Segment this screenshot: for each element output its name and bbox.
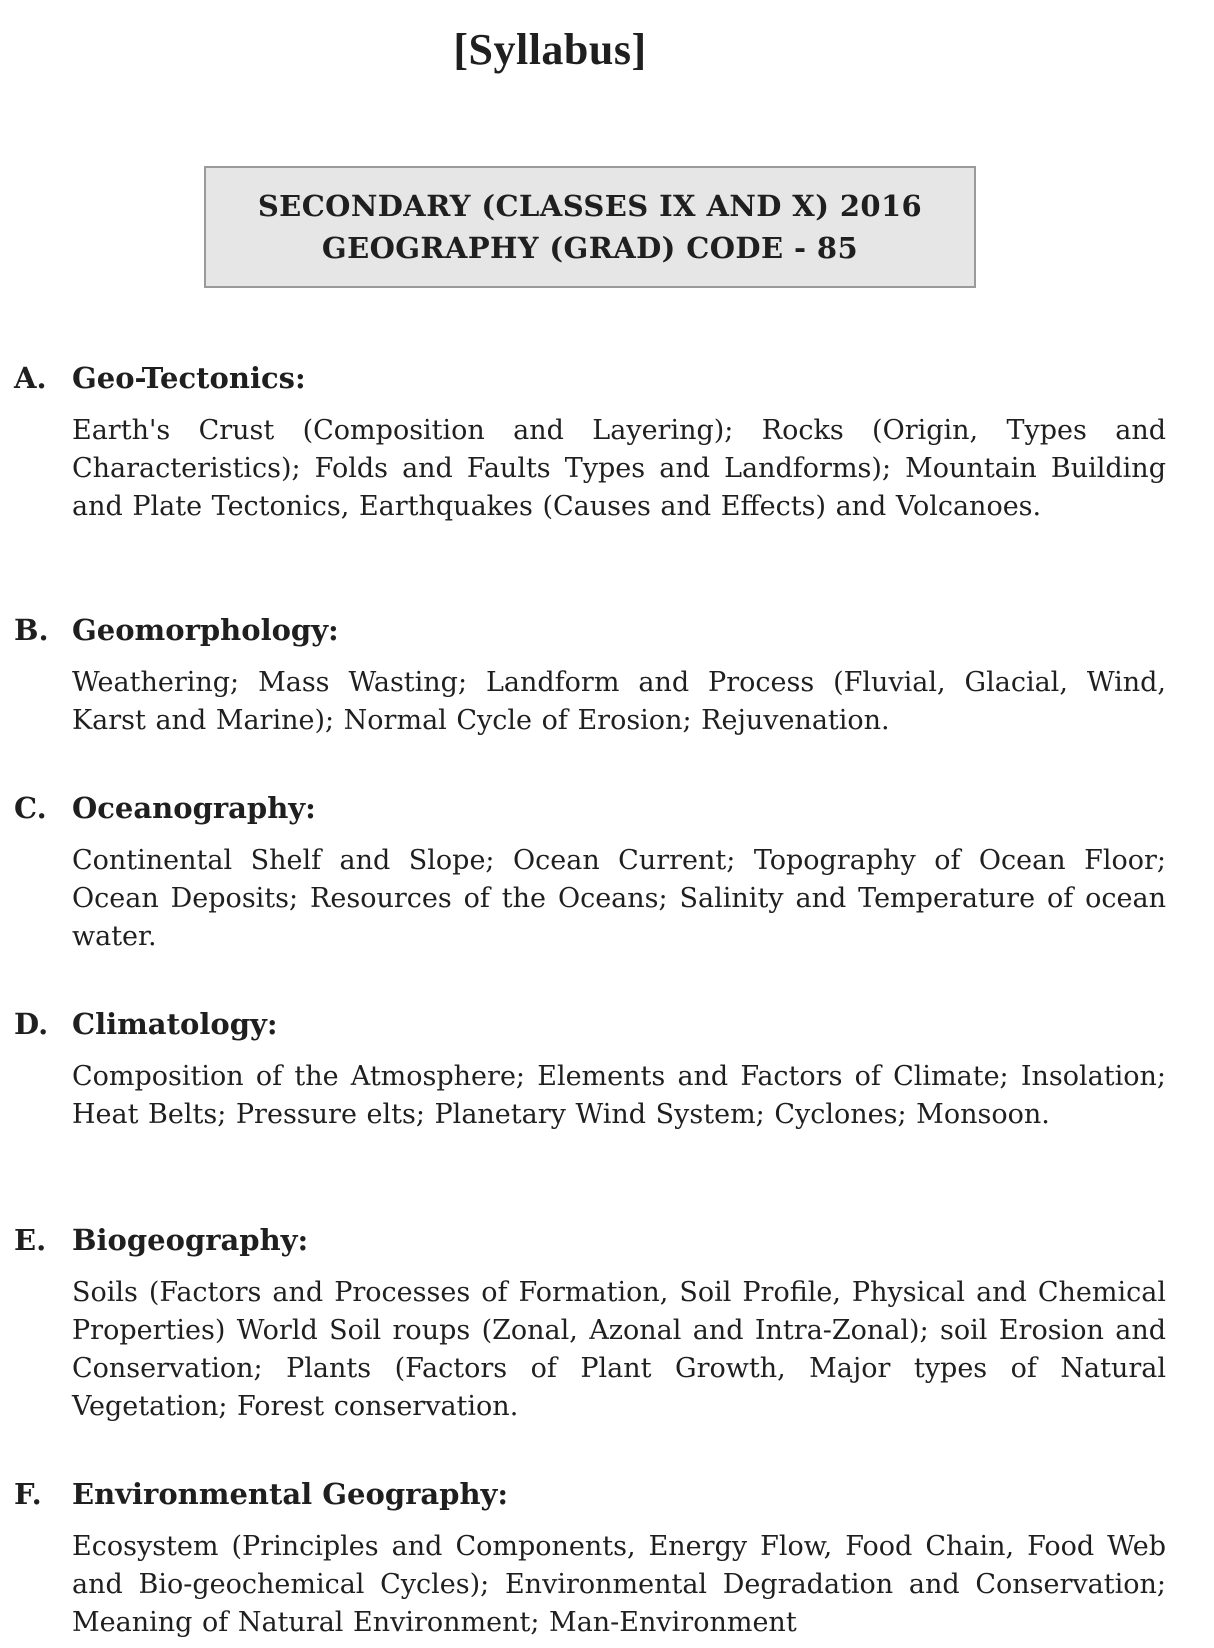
section-letter: C. [14, 791, 47, 825]
section-heading: Environmental Geography: [72, 1477, 509, 1511]
section-letter: D. [14, 1007, 49, 1041]
section-letter: E. [14, 1223, 47, 1257]
section-heading: Climatology: [72, 1007, 278, 1041]
section-body: Earth's Crust (Composition and Layering); Rocks (Origin, Types and Characteristics); Folds and Faults Types and Landforms); Mountain Building and Plate Tectonics, Earthquakes (Causes and Effects) and Volcanoes. [72, 415, 1166, 522]
section-heading: Geo-Tectonics: [72, 361, 306, 395]
section-body: Weathering; Mass Wasting; Landform and Process (Fluvial, Glacial, Wind, Karst and Marine); Normal Cycle of Erosion; Rejuvenation. [72, 667, 1166, 736]
header-line-course: SECONDARY (CLASSES IX AND X) 2016 [257, 189, 923, 223]
syllabus-header-box [204, 166, 976, 288]
page-title: [Syllabus] [453, 25, 647, 74]
section-letter: A. [14, 361, 47, 395]
section-heading: Biogeography: [72, 1223, 309, 1257]
section-heading: Oceanography: [72, 791, 316, 825]
section-letter: B. [14, 613, 49, 647]
section-body: Continental Shelf and Slope; Ocean Current; Topography of Ocean Floor; Ocean Deposits; Resources of the Oceans; Salinity and Temperature of ocean water. [72, 845, 1166, 952]
section-body: Soils (Factors and Processes of Formation, Soil Profile, Physical and Chemical Properties) World Soil roups (Zonal, Azonal and Intra-Zonal); soil Erosion and Conservation; Plants (Factors of Plant Growth, Major types of Natural Vegetation; Forest conservation. [72, 1277, 1166, 1422]
header-line-subject: GEOGRAPHY (GRAD) CODE - 85 [321, 231, 859, 265]
section-body: Ecosystem (Principles and Components, Energy Flow, Food Chain, Food Web and Bio-geochemical Cycles); Environmental Degradation and Conservation; Meaning of Natural Environment; Man-Environment [72, 1531, 1166, 1638]
section-body: Composition of the Atmosphere; Elements and Factors of Climate; Insolation; Heat Belts; Pressure elts; Planetary Wind System; Cyclones; Monsoon. [72, 1061, 1166, 1130]
section-letter: F. [14, 1477, 42, 1511]
section-heading: Geomorphology: [72, 613, 339, 647]
